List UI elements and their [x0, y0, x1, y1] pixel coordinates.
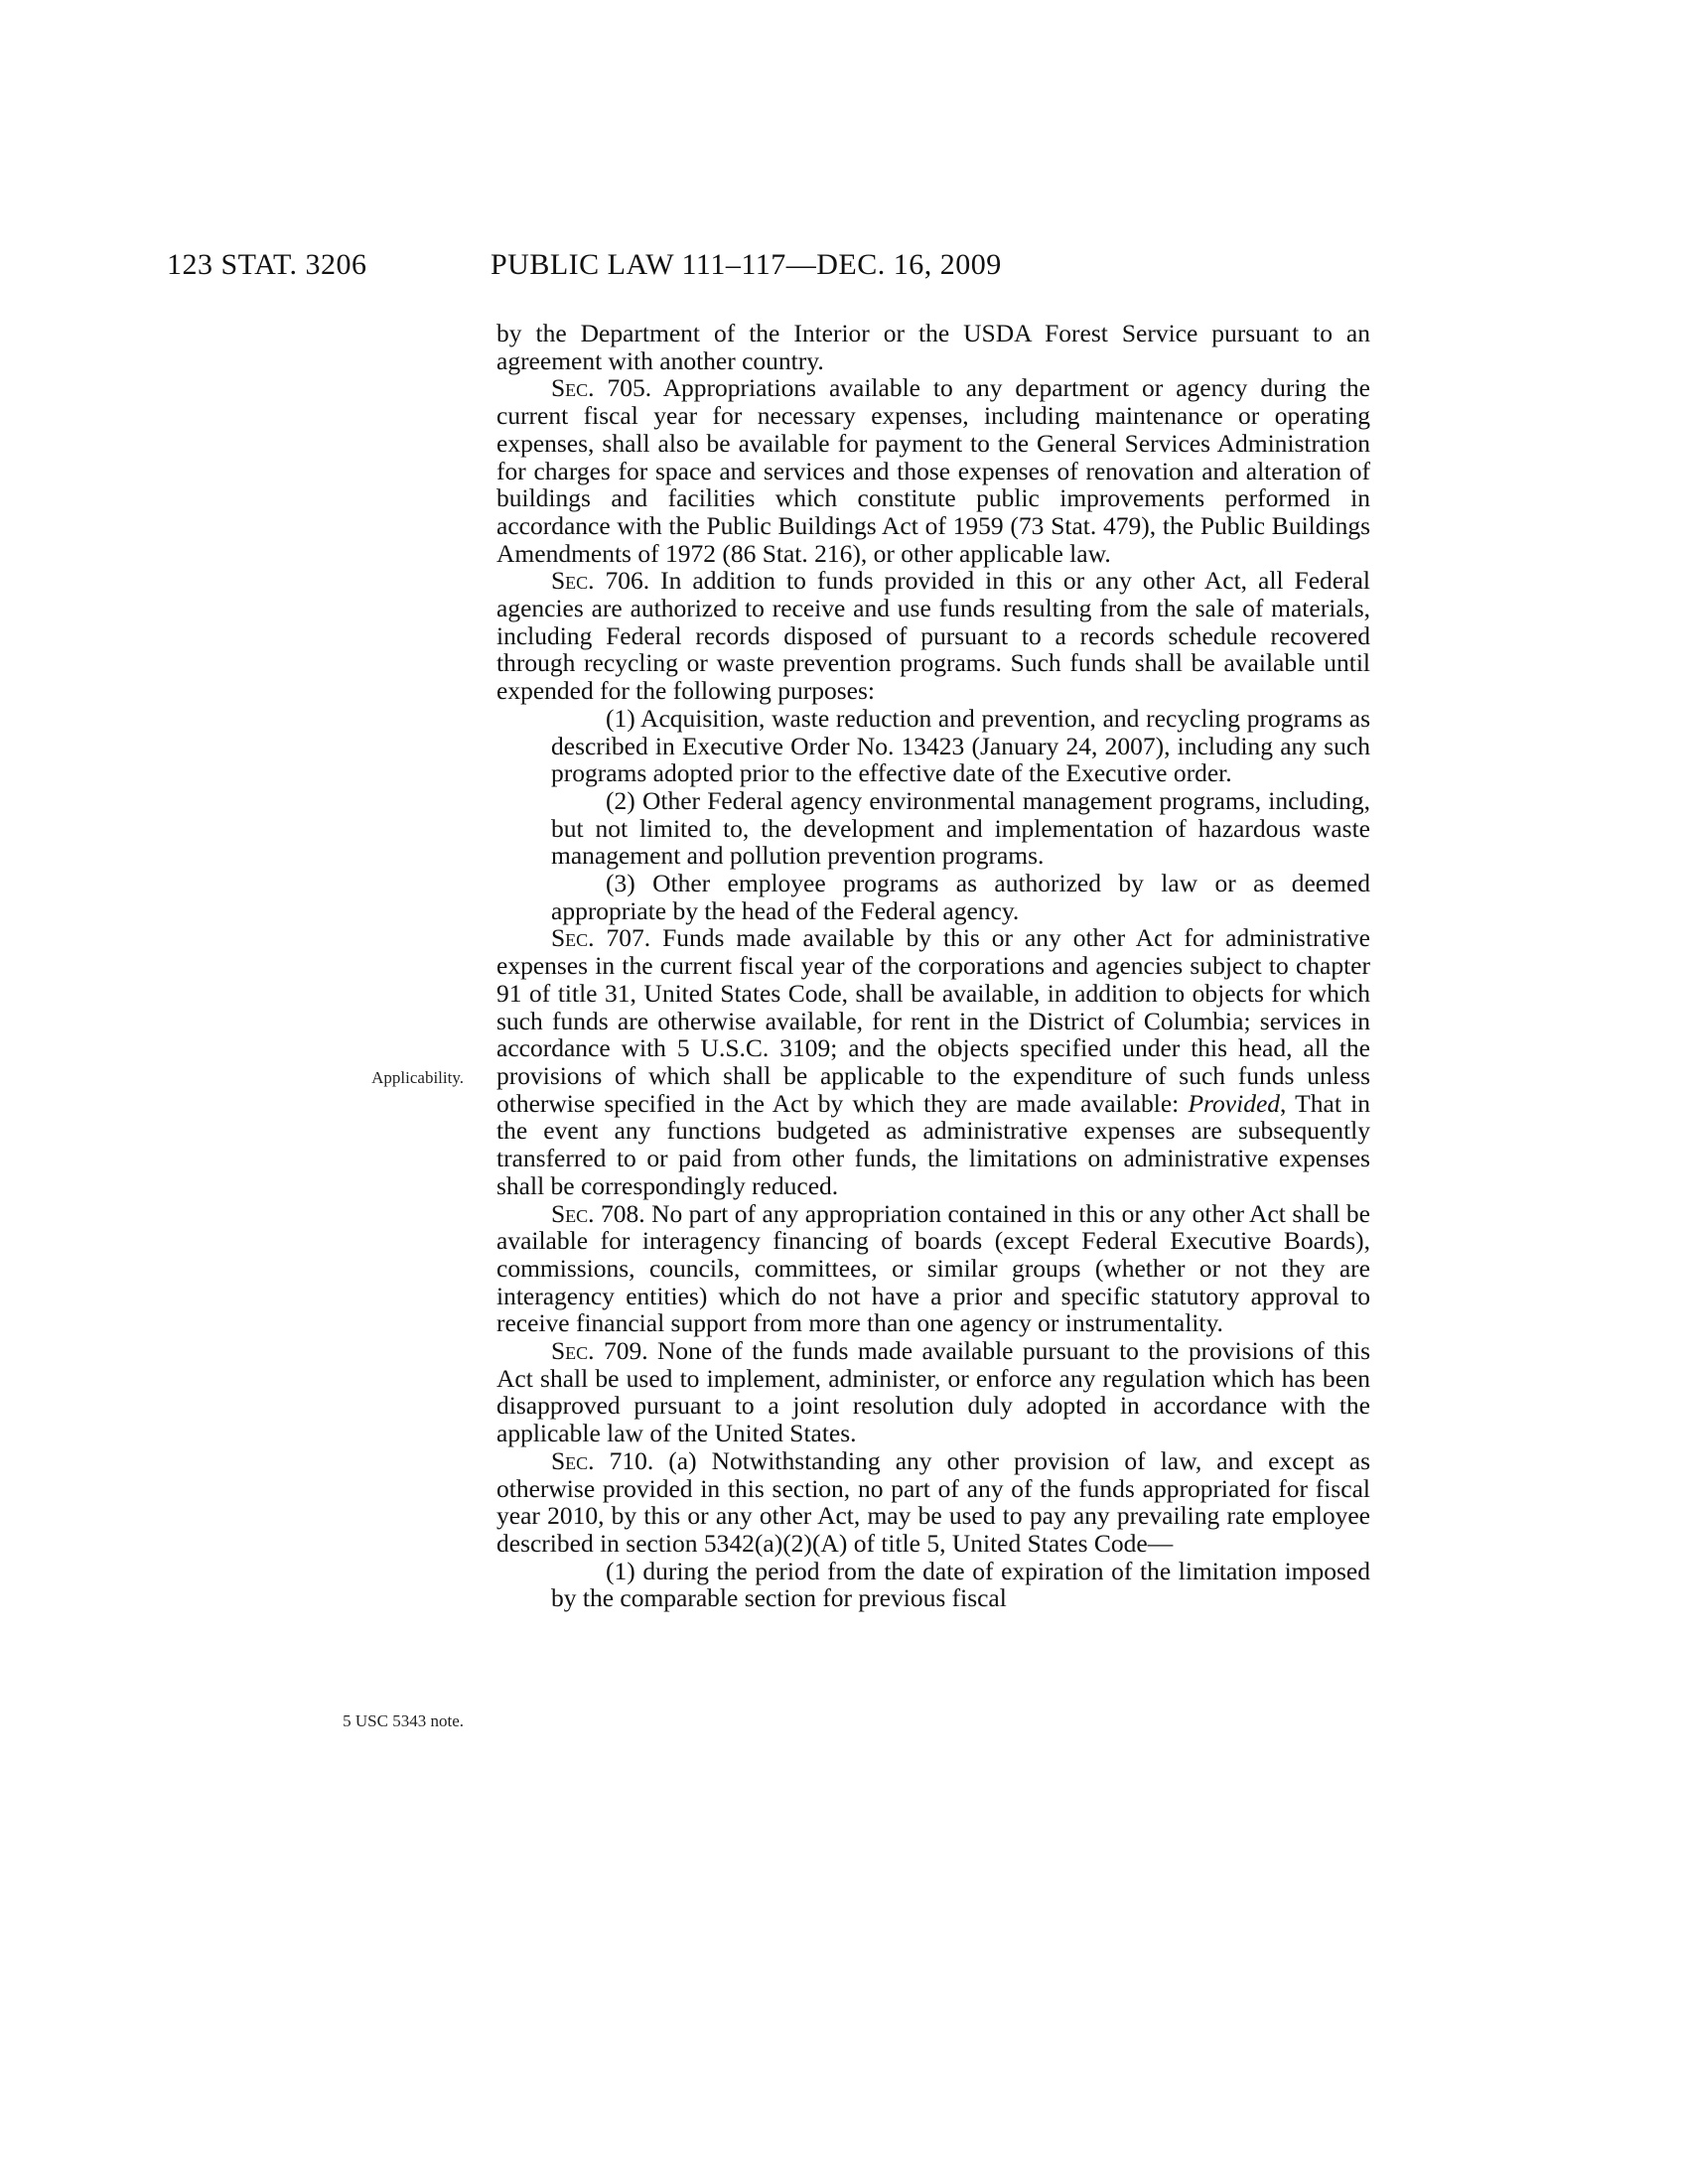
section-710-item-1: (1) during the period from the date of expiration of the limitation imposed by the comparable section for previous fiscal [551, 1556, 1370, 1613]
section-text: 710. (a) Notwithstanding any other provision of law, and except as otherwise provided in this section, no part of any of the funds appropriated for fiscal year 2010, by this or any other Act, may be used to pay any prevailing rate employee described in section 5342(a)(2)(A) of title 5, United States Code— [496, 1445, 1370, 1558]
section-705 [496, 374, 1370, 567]
section-label: Sec. [551, 566, 595, 596]
section-710 [496, 1447, 1370, 1558]
margin-note-usc: 5 USC 5343 note. [343, 1711, 464, 1730]
section-708 [496, 1200, 1370, 1338]
statute-page-number: 123 STAT. 3206 [167, 248, 367, 281]
section-706-item-3: (3) Other employee programs as authorized by law or as deemed appropriate by the head of the Federal agency. [551, 869, 1370, 925]
section-text: 709. None of the funds made available pursuant to the provisions of this Act shall be used to implement, administer, or enforce any regulation which has been disapproved pursuant to a joint resolution duly adopted in accordance with the applicable law of the United States. [496, 1336, 1370, 1448]
provided-term: Provided [1188, 1088, 1281, 1118]
section-label: Sec. [551, 923, 595, 953]
section-text: 705. Appropriations available to any department or agency during the current fiscal year for necessary expenses, including maintenance or operating expenses, shall also be available for payment to the General Services Administration for charges for space and services and those expenses of renovation and alteration of buildings and facilities which constitute public improvements performed in accordance with the Public Buildings Act of 1959 (73 Stat. 479), the Public Buildings Amendments of 1972 (86 Stat. 216), or other applicable law. [496, 373, 1370, 568]
section-text: 708. No part of any appropriation contained in this or any other Act shall be available for interagency financing of boards (except Federal Executive Boards), commissions, councils, committees, or similar groups (whether or not they are interagency entities) which do not have a prior and specific statutory approval to receive financial support from more than one agency or instrumentality. [496, 1198, 1370, 1338]
section-label: Sec. [551, 1336, 595, 1366]
section-label: Sec. [551, 1198, 595, 1228]
section-706-item-1: (1) Acquisition, waste reduction and prevention, and recycling programs as described in Executive Order No. 13423 (January 24, 2007), including any such programs adopted prior to the effective date of the Executive order. [551, 703, 1370, 788]
section-text: 706. In addition to funds provided in this or any other Act, all Federal agencies are authorized to receive and use funds resulting from the sale of materials, including Federal records disposed of pursuant to a records schedule recovered through recycling or waste prevention programs. Such funds shall be available until expended for the following purposes: [496, 566, 1370, 706]
paragraph-continuation: by the Department of the Interior or the USDA Forest Service pursuant to an agreement with another country. [496, 319, 1370, 375]
page-header [167, 248, 1234, 288]
section-706-item-2: (2) Other Federal agency environmental management programs, including, but not limited to, the development and implementation of hazardous waste management and pollution prevention programs. [551, 785, 1370, 871]
section-text-continued: , That in the event any functions budgeted as administrative expenses are subsequently transferred to or paid from other funds, the limitations on administrative expenses shall be correspondingly reduced. [496, 1088, 1370, 1200]
section-707 [496, 924, 1370, 1199]
document-body [496, 320, 1370, 1612]
section-text: 707. Funds made available by this or any other Act for administrative expenses in the current fiscal year of the corporations and agencies subject to chapter 91 of title 31, United States Code, shall be available, in addition to objects for which such funds are otherwise available, for rent in the District of Columbia; services in accordance with 5 U.S.C. 3109; and the objects specified under this head, all the provisions of which shall be applicable to the expenditure of such funds unless otherwise specified in the Act by which they are made available: [496, 923, 1370, 1118]
section-706 [496, 567, 1370, 705]
section-label: Sec. [551, 1445, 595, 1475]
section-label: Sec. [551, 373, 595, 403]
margin-note-applicability: Applicability. [371, 1068, 464, 1087]
public-law-title: PUBLIC LAW 111–117—DEC. 16, 2009 [491, 248, 1002, 281]
section-709 [496, 1337, 1370, 1447]
